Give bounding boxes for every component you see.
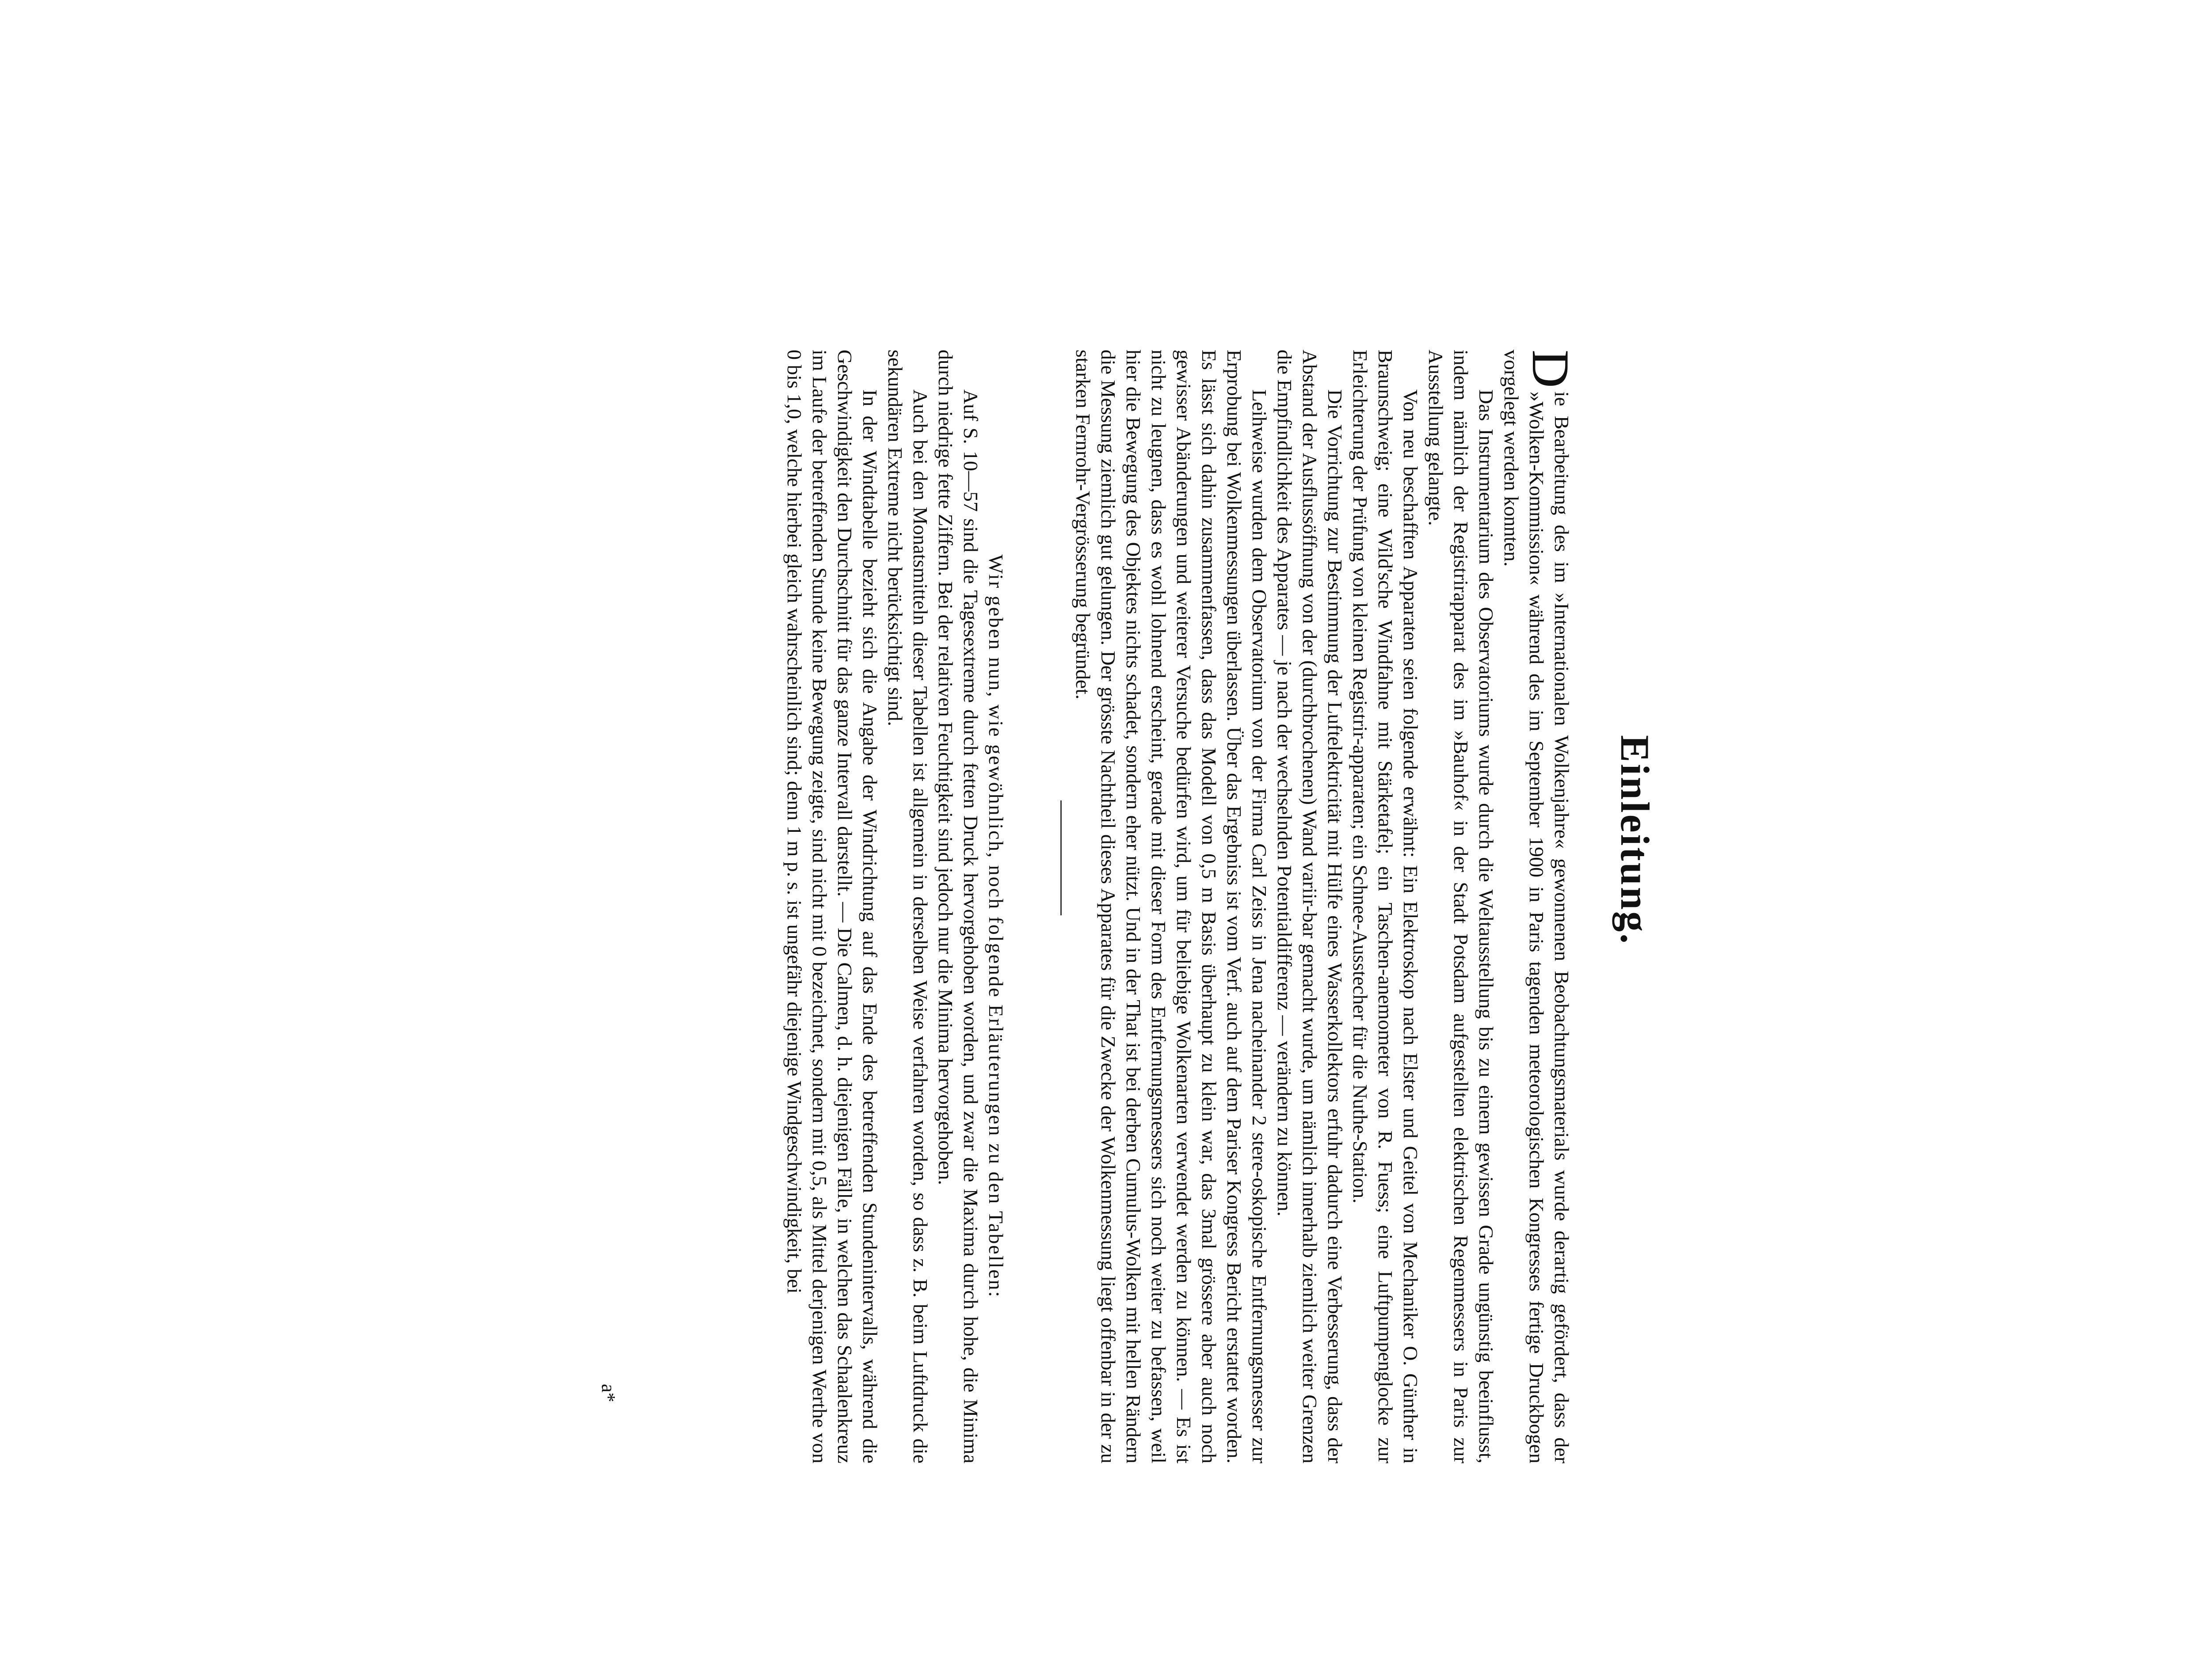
section-heading: Wir geben nun, wie gewöhnlich, noch folgende Erläuterungen zu den Tabellen: <box>984 554 1007 1298</box>
drop-cap: D <box>1521 349 1580 388</box>
paragraph-1-text: ie Bearbeitung des im »Internationalen Wolkenjahre« gewonnenen Beobachtungsmaterials wurde derartig gefördert, dass der »Wolken-Kommission« während des im September 1900 in Paris tagenden meteorologischen Kongresses fertige Druckbogen vorgelegt werden konnten. <box>1500 349 1573 1463</box>
paragraph-7: Auch bei den Monatsmitteln dieser Tabellen ist allgemein in derselben Weise verfahren worden, so dass z. B. beim Luftdruck die sekundären Extreme nicht berücksichtigt sind. <box>884 349 932 1463</box>
paragraph-3: Von neu beschafften Apparaten seien folgende erwähnt: Ein Elektroskop nach Elster und Geitel von Mechaniker O. Günther in Braunschweig; eine Wild'sche Windfahne mit Stärketafel; ein Taschen-anemometer von R. Fuess; eine Luftpumpenglocke zur Erleichterung der Prüfung von kleinen Registrir-apparaten; ein Schnee-Ausstecher für die Nuthe-Station. <box>1349 349 1422 1463</box>
paragraph-1 <box>1499 349 1580 1463</box>
table-notes-section <box>782 350 1009 1463</box>
paragraph-2: Das Instrumentarium des Observatoriums wurde durch die Weltausstellung bis zu einem gewissen Grade ungünstig beeinflusst, indem nämlich der Registrirapparat des im »Bauhof« in der Stadt Potsdam aufgestellten elektrischen Regenmessers in Paris zur Ausstellung gelangte. <box>1424 349 1497 1463</box>
paragraph-5: Leihweise wurden dem Observatorium von der Firma Carl Zeiss in Jena nacheinander 2 stere-oskopische Entfernungsmesser zur Erprobung bei Wolkenmessungen überlassen. Über das Ergebniss ist vom Verf. auch auf dem Pariser Kongress Bericht erstattet worden. Es lässt sich dahin zusammenfassen, dass das Modell von 0,5 m Basis überhaupt zu klein war, das 3mal grössere aber auch noch gewisser Abänderungen und weiterer Versuche bedürfen wird, um für beliebige Wolkenarten verwendet werden zu können. — Es ist nicht zu leugnen, dass es wohl lohnend erscheint, gerade mit dieser Form des Entfernungsmessers sich noch weiter zu befassen, weil hier die Bewegung des Objektes nichts schadet, sondern eher nützt. Und in der That ist bei derben Cumulus-Wolken mit hellen Rändern die Messung ziemlich gut gelungen. Der grösste Nachtheil dieses Apparates für die Zwecke der Wolkenmessung liegt offenbar in der zu starken Fernrohr-Vergrösserung begründet. <box>1071 349 1271 1463</box>
paragraph-4: Die Vorrichtung zur Bestimmung der Luftelektricität mit Hülfe eines Wasserkollektors erfuhr dadurch eine Verbesserung, dass der Abstand der Ausflussöffnung von der (durchbrochenen) Wand variir-bar gemacht wurde, um nämlich innerhalb ziemlich weiter Grenzen die Empfindlichkeit des Apparates — je nach der wechselnden Potentialdifferenz — verändern zu können. <box>1273 349 1346 1463</box>
section-divider <box>1060 800 1062 915</box>
page-title: Einleitung. <box>1612 735 1658 945</box>
document-page <box>125 111 2114 1570</box>
introduction-section <box>1071 349 1580 1463</box>
paragraph-8: In der Windtabelle bezieht sich die Angabe der Windrichtung auf das Ende des betreffenden Stundenintervalls, während die Geschwindigkeit den Durchschnitt für das ganze Intervall darstellt. — Die Calmen, d. h. diejenigen Fälle, in welchen das Schaalenkreuz im Laufe der betreffenden Stunde keine Bewegung zeigte, sind nicht mit 0 bezeichnet, sondern mit 0,5, als Mittel derjenigen Werthe von 0 bis 1,0, welche hierbei gleich wahrscheinlich sind; denn 1 m p. s. ist ungefähr diejenige Windgeschwindigkeit, bei <box>783 349 881 1463</box>
paragraph-6: Auf S. 10—57 sind die Tagesextreme durch fetten Druck hervorgehoben worden, und zwar die Maxima durch hohe, die Minima durch niedrige fette Ziffern. Bei der relativen Feuchtigkeit sind jedoch nur die Minima hervorgehoben. <box>934 349 982 1463</box>
signature-mark: a* <box>597 1383 619 1402</box>
